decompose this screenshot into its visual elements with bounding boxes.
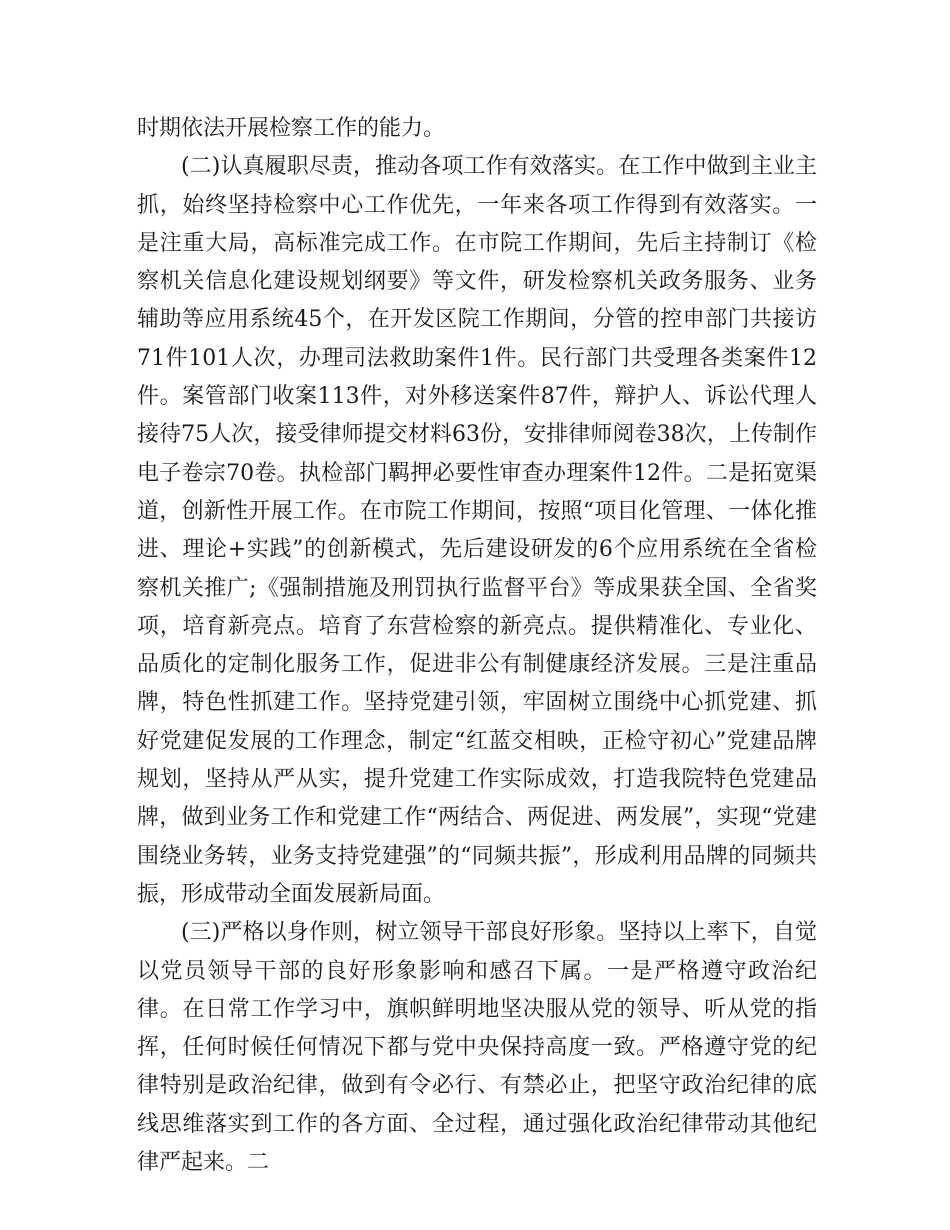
- document-body: [137, 110, 817, 1182]
- paragraph-section-three: (三)严格以身作则，树立领导干部良好形象。坚持以上率下，自觉以党员领导干部的良好形象影响和感召下属。一是严格遵守政治纪律。在日常工作学习中，旗帜鲜明地坚决服从党的领导、听从党的指挥，任何时候任何情况下都与党中央保持高度一致。严格遵守党的纪律特别是政治纪律，做到有令必行、有禁必止，把坚守政治纪律的底线思维落实到工作的各方面、全过程，通过强化政治纪律带动其他纪律严起来。二: [137, 920, 817, 1176]
- paragraph-section-two: (二)认真履职尽责，推动各项工作有效落实。在工作中做到主业主抓，始终坚持检察中心工作优先，一年来各项工作得到有效落实。一是注重大局，高标准完成工作。在市院工作期间，先后主持制订《检察机关信息化建设规划纲要》等文件，研发检察机关政务服务、业务辅助等应用系统45个，在开发区院工作期间，分管的控申部门共接访71件101人次，办理司法救助案件1件。民行部门共受理各类案件12件。案管部门收案113件，对外移送案件87件，辩护人、诉讼代理人接待75人次，接受律师提交材料63份，安排律师阅卷38次，上传制作电子卷宗70卷。执检部门羁押必要性审查办理案件12件。二是拓宽渠道，创新性开展工作。在市院工作期间，按照“项目化管理、一体化推进、理论+实践”的创新模式，先后建设研发的6个应用系统在全省检察机关推广;《强制措施及刑罚执行监督平台》等成果获全国、全省奖项，培育新亮点。培育了东营检察的新亮点。提供精准化、专业化、品质化的定制化服务工作，促进非公有制健康经济发展。三是注重品牌，特色性抓建工作。坚持党建引领，牢固树立围绕中心抓党建、抓好党建促发展的工作理念，制定“红蓝交相映，正检守初心”党建品牌规划，坚持从严从实，提升党建工作实际成效，打造我院特色党建品牌，做到业务工作和党建工作“两结合、两促进、两发展”，实现“党建围绕业务转，业务支持党建强”的“同频共振”，形成利用品牌的同频共振，形成带动全面发展新局面。: [137, 154, 817, 907]
- paragraph-continuation: 时期依法开展检察工作的能力。: [137, 116, 446, 141]
